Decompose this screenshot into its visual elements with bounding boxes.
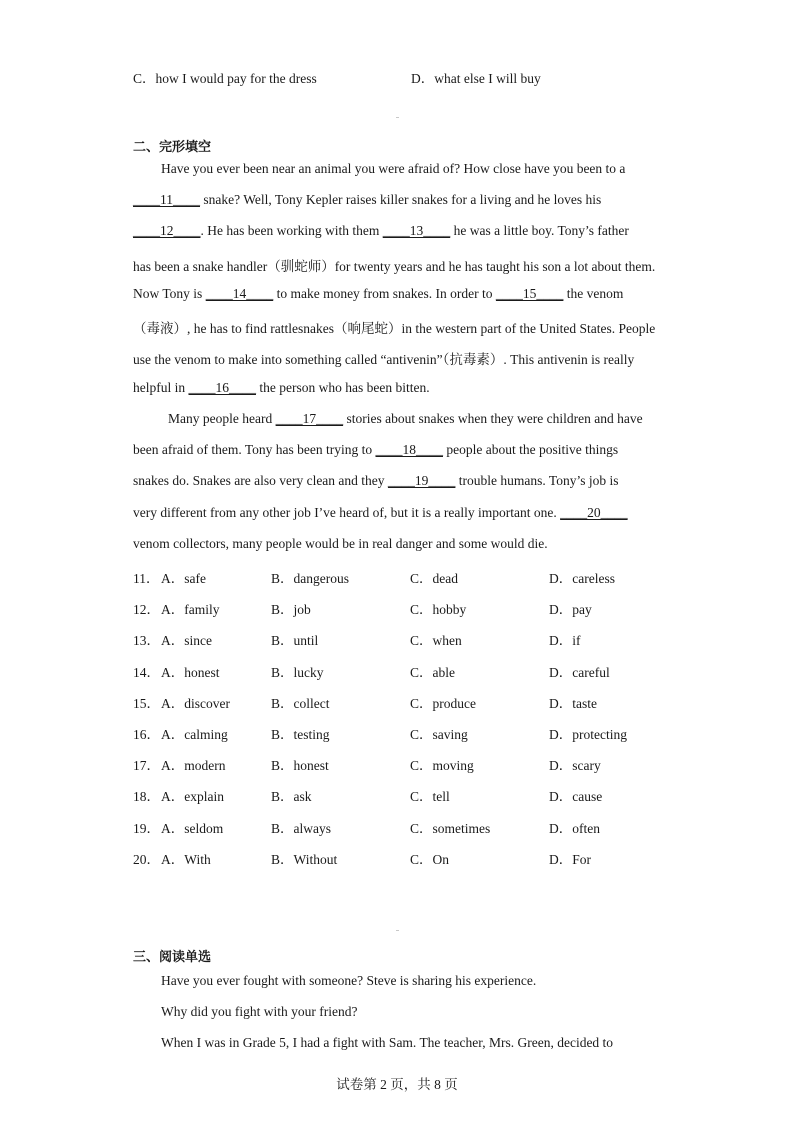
option-d: D．cause	[549, 789, 603, 805]
passage-text: been afraid of them. Tony has been trying to	[133, 442, 376, 457]
option-d: D．scary	[549, 758, 601, 774]
blank: ____12____	[133, 223, 201, 238]
option-b: B．lucky	[271, 664, 324, 680]
passage-text: stories about snakes when they were children and have	[343, 411, 643, 426]
passage-text: Now Tony is	[133, 286, 206, 301]
blank: ____17____	[275, 411, 344, 426]
passage-text: trouble humans. Tony’s job is	[455, 473, 619, 488]
passage-text: （毒液）, he has to find rattlesnakes（响尾蛇）in the western part of the United States. People	[133, 321, 656, 336]
option-b: B．job	[271, 602, 311, 618]
prev-option-d: D．what else I will buy	[411, 71, 541, 86]
question-row	[133, 692, 673, 712]
passage-text: use the venom to make into something called “antivenin”（抗毒素）. This antivenin is really	[133, 352, 635, 367]
option-a: A．since	[161, 633, 212, 649]
section-2-title: 二、完形填空	[133, 140, 212, 155]
option-a: A．safe	[161, 571, 206, 586]
option-b: B．dangerous	[271, 571, 349, 586]
blank: ____20____	[560, 505, 628, 520]
option-c: C．On	[410, 851, 450, 867]
passage-line	[133, 536, 548, 552]
option-a: A．calming	[161, 727, 228, 742]
option-a: A．discover	[161, 695, 230, 711]
passage-text: venom collectors, many people would be in real danger and some would die.	[133, 536, 548, 551]
passage-text: people about the positive things	[443, 442, 619, 457]
option-d: D．often	[549, 820, 600, 836]
question-number: 12．	[133, 602, 160, 618]
passage-text: he was a little boy. Tony’s father	[450, 223, 629, 238]
passage-line	[133, 348, 634, 368]
question-row	[133, 848, 673, 868]
option-b: B．always	[271, 820, 331, 836]
passage-line	[133, 380, 430, 396]
passage-line	[133, 192, 601, 208]
scan-dot	[396, 117, 399, 118]
passage-text: . He has been working with them	[200, 223, 383, 238]
question-number: 18．	[133, 789, 160, 805]
reading-line: When I was in Grade 5, I had a fight with Sam. The teacher, Mrs. Green, decided to	[161, 1035, 614, 1050]
passage-line	[133, 442, 618, 458]
option-a: A．explain	[161, 789, 224, 805]
blank: ____13____	[382, 223, 451, 238]
question-number: 17．	[133, 758, 160, 774]
passage-text: to make money from snakes. In order to	[273, 286, 496, 301]
reading-line: Have you ever fought with someone? Steve is sharing his experience.	[161, 973, 537, 988]
option-c: C．tell	[410, 789, 450, 805]
question-number: 16．	[133, 727, 160, 742]
question-number: 13．	[133, 633, 160, 649]
prev-option-c: C．how I would pay for the dress	[133, 71, 317, 86]
question-number: 15．	[133, 695, 160, 711]
option-a: A．family	[161, 602, 220, 618]
passage-line	[133, 223, 629, 239]
option-d: D．careful	[549, 664, 610, 680]
passage-text: Many people heard	[168, 411, 276, 426]
option-c: C．able	[410, 664, 455, 680]
scan-dot	[396, 930, 399, 931]
passage-line	[168, 411, 643, 427]
option-b: B．ask	[271, 789, 312, 805]
passage-text: snakes do. Snakes are also very clean and they	[133, 473, 388, 488]
section-3-title: 三、阅读单选	[133, 950, 212, 965]
passage-line	[133, 505, 628, 521]
option-c: C．produce	[410, 695, 476, 711]
question-row	[133, 817, 673, 837]
option-d: D．For	[549, 851, 592, 867]
reading-line: Why did you fight with your friend?	[161, 1004, 358, 1019]
blank: ____15____	[495, 286, 564, 301]
passage-text: the person who has been bitten.	[256, 380, 430, 395]
passage-text: the venom	[563, 286, 624, 301]
option-b: B．until	[271, 633, 319, 649]
option-b: B．testing	[271, 727, 330, 742]
option-c: C．saving	[410, 727, 468, 742]
option-c: C．moving	[410, 758, 474, 774]
passage-text: snake? Well, Tony Kepler raises killer snakes for a living and he loves his	[200, 192, 602, 207]
question-number: 20．	[133, 851, 160, 867]
question-row	[133, 629, 673, 649]
option-a: A．honest	[161, 664, 220, 680]
blank: ____16____	[188, 380, 256, 395]
option-b: B．collect	[271, 695, 330, 711]
question-number: 19．	[133, 820, 160, 836]
passage-line	[133, 255, 655, 275]
blank: ____14____	[205, 286, 274, 301]
option-a: A．seldom	[161, 820, 224, 836]
passage-text: Have you ever been near an animal you were afraid of? How close have you been to a	[161, 161, 626, 176]
question-row	[133, 598, 673, 618]
option-b: B．honest	[271, 758, 329, 774]
option-a: A．modern	[161, 758, 226, 774]
passage-line	[161, 161, 625, 177]
passage-text: has been a snake handler（驯蛇师）for twenty years and he has taught his son a lot about them.	[133, 259, 656, 274]
blank: ____18____	[375, 442, 443, 457]
option-c: C．sometimes	[410, 820, 491, 836]
question-row	[133, 661, 673, 681]
passage-line	[133, 473, 618, 489]
passage-text: very different from any other job I’ve heard of, but it is a really important one.	[133, 505, 561, 520]
option-d: D．pay	[549, 602, 592, 618]
passage-line	[133, 286, 623, 302]
passage-line	[133, 317, 655, 337]
option-d: D．protecting	[549, 727, 627, 742]
option-d: D．taste	[549, 695, 597, 711]
option-b: B．Without	[271, 851, 338, 867]
question-number: 11．	[133, 571, 160, 586]
option-c: C．hobby	[410, 602, 467, 618]
question-row	[133, 754, 673, 774]
question-row	[133, 785, 673, 805]
question-row	[133, 723, 673, 743]
passage-text: helpful in	[133, 380, 189, 395]
option-d: D．careless	[549, 571, 615, 586]
blank: ____11____	[133, 192, 200, 207]
option-c: C．dead	[410, 571, 458, 586]
page-footer: 试卷第 2 页，共 8 页	[336, 1077, 458, 1092]
question-row	[133, 567, 673, 587]
option-c: C．when	[410, 633, 462, 649]
blank: ____19____	[387, 473, 456, 488]
option-d: D．if	[549, 633, 581, 649]
question-number: 14．	[133, 664, 160, 680]
option-a: A．With	[161, 851, 211, 867]
